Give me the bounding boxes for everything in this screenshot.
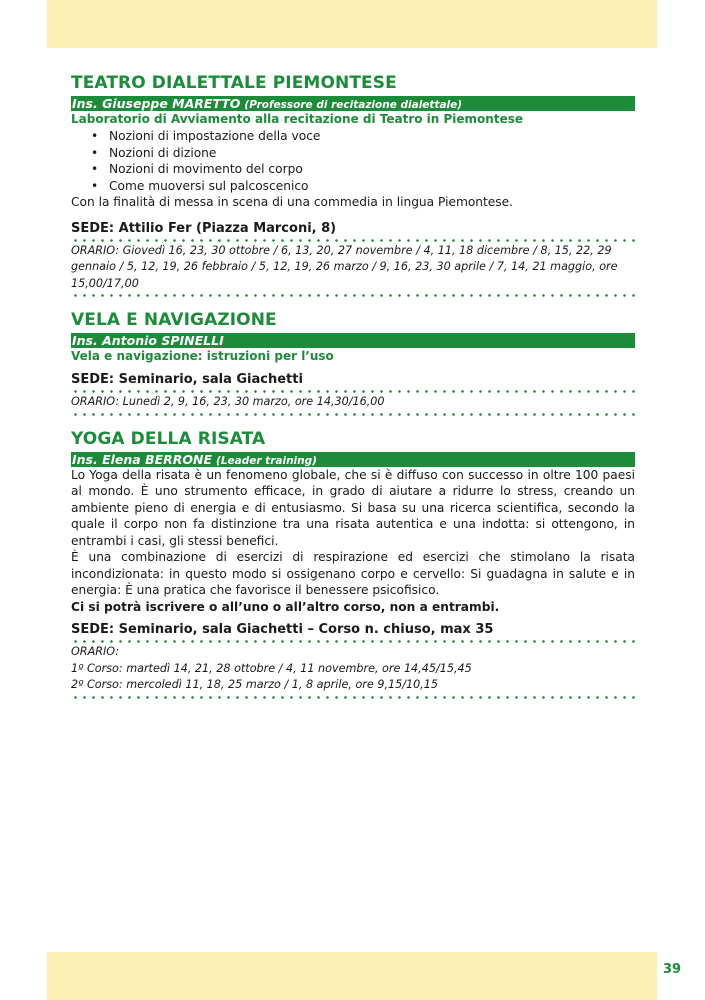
body-text: Lo Yoga della risata è un fenomeno globale, che si è diffuso con successo in oltre 100 paesi al mondo. È uno strumento efficace, in grado di aiutare a ridurre lo stress, creando un ambiente pieno di energia e di entusiasmo. Si basa su una ricerca scientifica, secondo la quale il corpo non fa distinzione tra una risata autentica e una indotta: si ottengono, in entrambi i casi, gli stessi benefici. <box>71 467 635 548</box>
teacher-name: Ins. Giuseppe MARETTO <box>72 96 241 111</box>
teacher-name: Ins. Elena BERRONE <box>72 451 213 467</box>
section-title: TEATRO DIALETTALE PIEMONTESE <box>71 73 397 93</box>
notice-text: Ci si potrà iscrivere o all’uno o all’altro corso, non a entrambi. <box>71 599 500 614</box>
body-text: Con la finalità di messa in scena di una commedia in lingua Piemontese. <box>71 195 514 209</box>
section-title: YOGA DELLA RISATA <box>71 428 266 449</box>
course-subtitle: Laboratorio di Avviamento alla recitazione di Teatro in Piemontese <box>71 112 523 126</box>
sede-line: SEDE: Attilio Fer (Piazza Marconi, 8) <box>71 220 337 236</box>
list-item: • Nozioni di impostazione della voce <box>91 128 635 145</box>
dotted-divider <box>71 390 635 393</box>
orario-text: ORARIO: Giovedì 16, 23, 30 ottobre / 6, 13, 20, 27 novembre / 4, 11, 18 dicembre / 8, 15, 22, 29 gennaio / 5, 12, 19, 26 febbraio / 5, 12, 19, 26 marzo / 9, 16, 23, 30 aprile / 7, 14, 21 maggio, ore 15,00/17,00 <box>71 243 618 290</box>
dotted-divider <box>71 696 635 699</box>
sede-line: SEDE: Seminario, sala Giachetti – Corso n. chiuso, max 35 <box>71 622 494 637</box>
course-subtitle: Vela e navigazione: istruzioni per l’uso <box>71 349 334 363</box>
teacher-bar <box>71 96 635 111</box>
section-teatro <box>71 72 635 297</box>
bullet-list <box>71 128 635 194</box>
bottom-band <box>47 952 657 1000</box>
list-item: • Nozioni di dizione <box>91 145 635 162</box>
page-number: 39 <box>663 962 682 977</box>
orario-label: ORARIO: <box>71 645 120 658</box>
orario-line: 1º Corso: martedì 14, 21, 28 ottobre / 4, 11 novembre, ore 14,45/15,45 <box>71 661 472 675</box>
list-item: • Nozioni di movimento del corpo <box>91 161 635 178</box>
dotted-divider <box>71 239 635 242</box>
section-title: VELA E NAVIGAZIONE <box>71 310 277 330</box>
teacher-bar <box>71 333 635 348</box>
teacher-role: (Professore di recitazione dialettale) <box>244 99 463 111</box>
section-yoga <box>71 428 635 699</box>
list-item: • Come muoversi sul palcoscenico <box>91 178 635 195</box>
teacher-role: (Leader training) <box>216 454 317 467</box>
sede-line: SEDE: Seminario, sala Giachetti <box>71 372 303 387</box>
section-vela <box>71 309 635 416</box>
top-band <box>47 0 657 48</box>
orario-line: 2º Corso: mercoledì 11, 18, 25 marzo / 1, 8 aprile, ore 9,15/10,15 <box>71 678 439 691</box>
dotted-divider <box>71 640 635 643</box>
teacher-name: Ins. Antonio SPINELLI <box>72 333 224 348</box>
page-content <box>71 72 635 699</box>
orario-text: ORARIO: Lunedì 2, 9, 16, 23, 30 marzo, ore 14,30/16,00 <box>71 395 385 408</box>
body-text: È una combinazione di esercizi di respirazione ed esercizi che stimolano la risata incondizionata: in questo modo si ossigenano corpo e cervello: Si guadagna in salute e in energia: È una pratica che favorisce il benessere psicofisico. <box>71 550 635 597</box>
teacher-bar <box>71 452 635 467</box>
